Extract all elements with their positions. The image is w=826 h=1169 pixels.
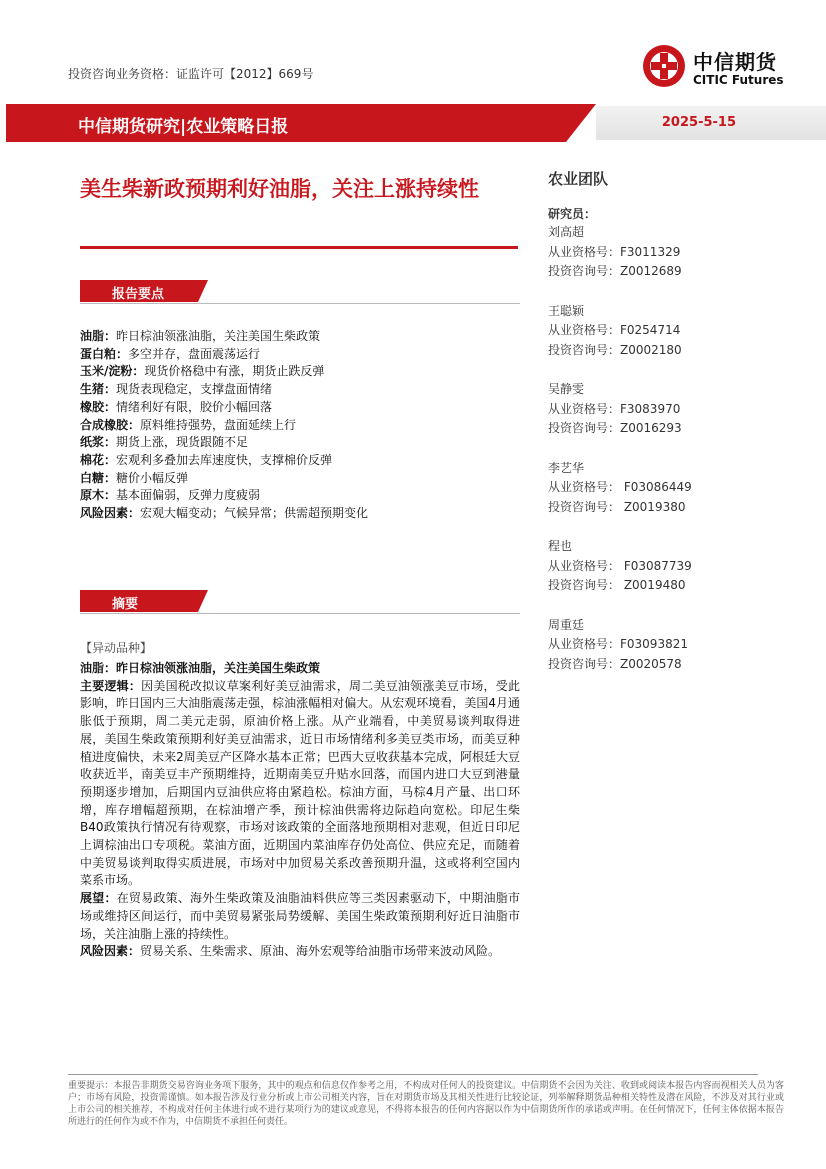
section-tag-bar (80, 590, 198, 612)
analyst-qualification: 从业资格号：F3011329 (548, 244, 681, 259)
analyst-name: 周重廷 (548, 617, 585, 632)
list-item (80, 381, 520, 399)
analyst-qualification: 从业资格号：F03093821 (548, 637, 688, 651)
list-item (80, 417, 520, 435)
banner-title: 中信期货研究|农业策略日报 (78, 117, 289, 137)
item-text: 多空并存，盘面震荡运行 (128, 346, 261, 361)
analyst-qualification: 从业资格号：F0254714 (548, 323, 681, 337)
section-divider (80, 303, 520, 304)
item-text: 昨日棕油领涨油脂，关注美国生柴政策 (116, 329, 321, 343)
analyst-consult-number: 投资咨询号：Z0012689 (548, 264, 682, 278)
report-date: 2025-5-15 (661, 115, 736, 130)
logic-text: 因美国税改拟议草案利好美豆油需求，周二美豆油领涨美豆市场，受此影响，昨日国内三大油脂震荡走强，棕油涨幅相对偏大。从宏观环境看，美国4月通胀低于预期，周二美元走弱，原油价格上涨。从产业端看，中美贸易谈判取得进展，美国生柴政策预期利好美豆油需求，近日市场情绪利多美豆类市场，而美豆种植进度偏快，未来2周美豆产区降水基本正常；巴西大豆收获基本完成，阿根廷大豆收获近半，南美豆丰产预期维持，近期南美豆升贴水回落，而国内进口大豆到港量预期逐步增加，后期国内豆油供应将由紧趋松。棕油方面，马棕4月产量、出口环增，库存增幅超预期，在棕油增产季，预计棕油供需将边际趋向宽松。印尼生柴B40政策执行情况有待观察，市场对该政策的全面落地预期相对悲观，但近日印尼上调棕油出口专项税。菜油方面，近期国内菜油库存仍处高位、供应充足，而随着中美贸易谈判取得实质进展，市场对中加贸易关系改善预期升温，这或将利空国内菜系市场。 (80, 678, 520, 888)
analyst-card (548, 223, 778, 282)
footer-rule (68, 1074, 758, 1075)
logic-label: 主要逻辑： (80, 678, 142, 693)
list-item (80, 452, 520, 470)
logo-en-text: CITIC Futures (693, 73, 784, 87)
key-points-list (80, 328, 520, 523)
item-text: 原料维持强势，盘面延续上行 (140, 417, 297, 432)
item-text: 现货价格稳中有涨，期货止跌反弹 (144, 364, 325, 379)
item-name: 玉米/淀粉： (80, 364, 145, 379)
list-item (80, 328, 520, 346)
analyst-name: 刘高超 (548, 225, 585, 239)
analyst-consult-number: 投资咨询号： Z0019480 (548, 578, 686, 592)
summary-topic: 油脂：昨日棕油领涨油脂，关注美国生柴政策 (80, 661, 321, 675)
role-label: 研究员： (548, 207, 597, 221)
item-name: 蛋白粕： (80, 346, 129, 361)
section-divider (80, 613, 520, 614)
analyst-consult-number: 投资咨询号： Z0019380 (548, 499, 686, 514)
summary-sub-head: 【异动品种】 (80, 641, 153, 655)
analyst-qualification: 从业资格号：F3083970 (548, 401, 681, 416)
company-logo (642, 44, 812, 94)
analyst-card (548, 537, 778, 596)
list-item (80, 505, 520, 523)
item-text: 情绪利好有限，胶价小幅回落 (116, 399, 273, 414)
section-tag-label: 摘要 (112, 597, 139, 612)
item-text: 现货表现稳定，支撑盘面情绪 (116, 382, 273, 397)
analyst-card (548, 459, 778, 518)
headline-rule (80, 246, 518, 249)
analyst-consult-number: 投资咨询号：Z0002180 (548, 342, 682, 357)
list-item (80, 399, 520, 417)
risk-text: 贸易关系、生柴需求、原油、海外宏观等给油脂市场带来波动风险。 (140, 944, 501, 959)
analyst-qualification: 从业资格号： F03087739 (548, 558, 692, 573)
item-text: 宏观大幅变动；气候异常；供需超预期变化 (140, 506, 369, 521)
analyst-name: 吴静雯 (548, 382, 585, 396)
analyst-name: 程也 (548, 539, 573, 553)
item-text: 期货上涨，现货跟随不足 (116, 435, 249, 450)
item-text: 基本面偏弱，反弹力度疲弱 (116, 488, 261, 503)
item-name: 原木： (80, 488, 117, 503)
key-points-section-tag (80, 280, 520, 302)
item-name: 油脂： (80, 329, 117, 343)
item-text: 宏观利多叠加去库速度快，支撑棉价反弹 (116, 452, 333, 467)
summary-section-tag (80, 590, 520, 612)
citic-logo-icon (642, 44, 686, 88)
outlook-label: 展望： (80, 891, 117, 906)
list-item (80, 487, 520, 505)
item-name: 棉花： (80, 452, 117, 467)
list-item (80, 346, 520, 364)
headline: 美生柴新政预期利好油脂，关注上涨持续性 (80, 177, 479, 201)
summary-outlook (80, 890, 520, 943)
item-name: 合成橡胶： (80, 417, 141, 432)
summary-logic (80, 678, 520, 890)
list-item (80, 434, 520, 452)
item-name: 风险因素： (80, 506, 141, 521)
item-text: 糖价小幅反弹 (116, 470, 189, 485)
analyst-card (548, 616, 778, 675)
team-title: 农业团队 (548, 170, 609, 188)
section-tag-label: 报告要点 (112, 287, 165, 302)
analyst-name: 王聪颖 (548, 303, 585, 318)
license-text: 投资咨询业务资格：证监许可【2012】669号 (68, 67, 314, 81)
summary-risk (80, 943, 520, 961)
report-banner (6, 104, 826, 142)
footer-disclaimer: 重要提示：本报告非期货交易咨询业务项下服务，其中的观点和信息仅作参考之用，不构成对任何人的投资建议。中信期货不会因为关注、收到或阅读本报告内容而视相关人员为客户；市场有风险，投资需谨慎。如本报告涉及行业分析或上市公司相关内容，旨在对期货市场及其相关性进行比较论证，列举解释期货品种相关特性及潜在风险，不涉及对其行业或上市公司的相关推荐，不构成对任何主体进行或不进行某项行为的建议或意见，不得将本报告的任何内容据以作为中信期货所作的承诺或声明。在任何情况下，任何主体依据本报告所进行的任何作为或不作为，中信期货不承担任何责任。 (68, 1081, 784, 1127)
item-name: 生猪： (80, 382, 117, 397)
item-name: 白糖： (80, 470, 117, 485)
item-name: 橡胶： (80, 399, 117, 414)
analyst-card (548, 380, 778, 439)
summary-body (80, 660, 520, 961)
analyst-consult-number: 投资咨询号：Z0020578 (548, 656, 682, 671)
sidebar (548, 168, 778, 694)
item-name: 纸浆： (80, 435, 117, 450)
analyst-card (548, 302, 778, 361)
list-item (80, 363, 520, 381)
logo-cn-text: 中信期货 (693, 50, 777, 74)
analyst-consult-number: 投资咨询号：Z0016293 (548, 421, 682, 435)
analyst-name: 李艺华 (548, 460, 585, 475)
outlook-text: 在贸易政策、海外生柴政策及油脂油料供应等三类因素驱动下，中期油脂市场或维持区间运行，而中美贸易紧张局势缓解、美国生柴政策预期利好近日油脂市场，关注油脂上涨的持续性。 (80, 891, 520, 941)
risk-label: 风险因素： (80, 944, 141, 959)
list-item (80, 470, 520, 488)
analyst-qualification: 从业资格号： F03086449 (548, 480, 692, 494)
